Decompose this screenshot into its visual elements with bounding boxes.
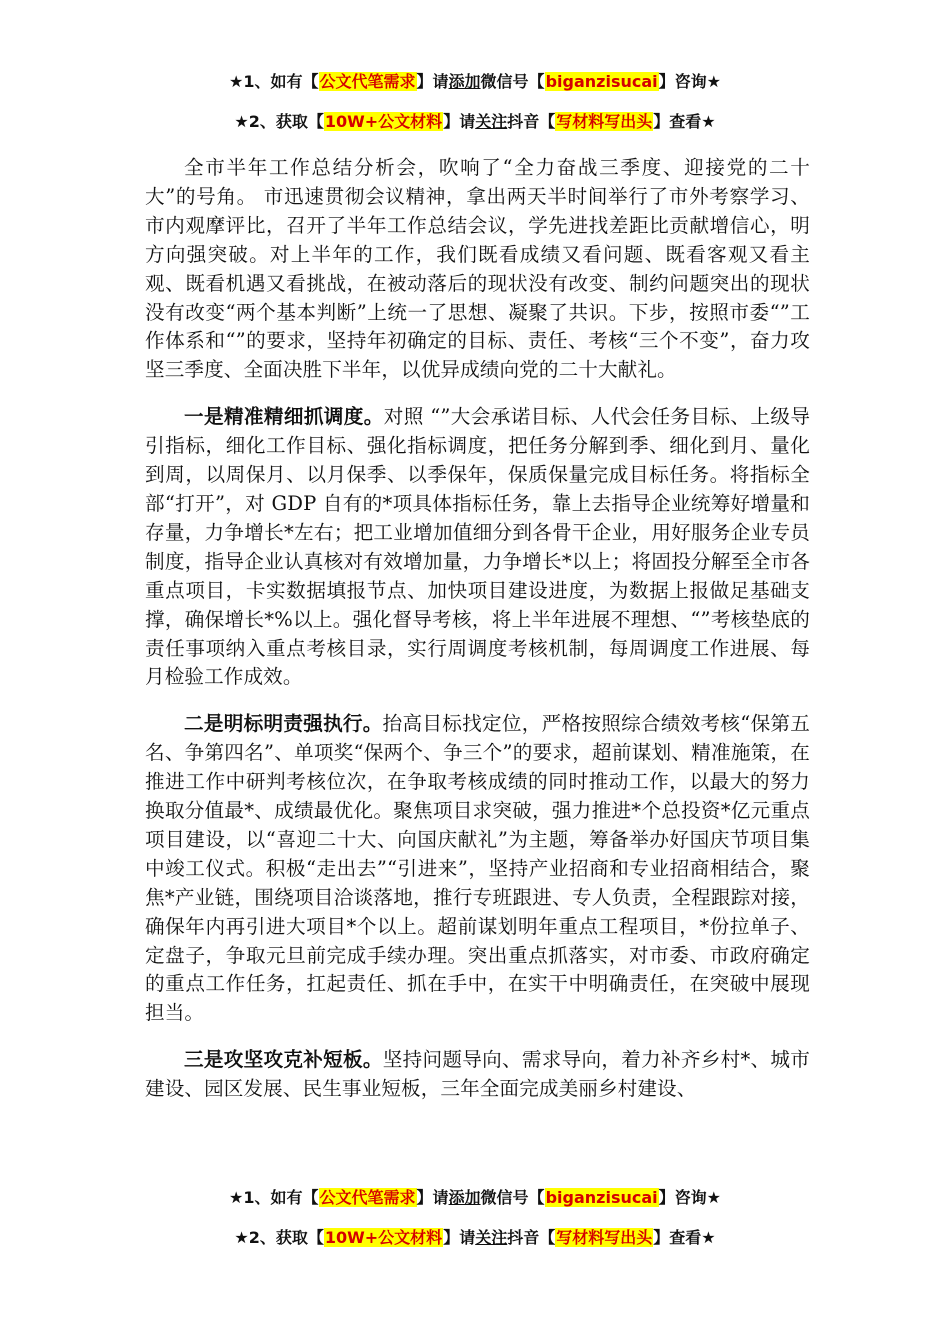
banner-text: 】查看★: [653, 112, 716, 131]
banner-text: ★1、如有【: [229, 1188, 319, 1207]
paragraph-text: 坚持问题导向、需求导向，着力补齐乡村*、城市建设、园区发展、民生事业短板，三年全面完成美丽乡村建设、: [145, 1048, 811, 1101]
paragraph-intro: [145, 154, 810, 385]
paragraph-point-1: [145, 403, 810, 692]
banner-underlined-text: 添加: [448, 1188, 481, 1207]
banner-underlined-text: 关注: [475, 1228, 508, 1247]
banner-text: 】咨询★: [658, 1188, 721, 1207]
paragraph-text: 抬高目标找定位，严格按照综合绩效考核“保第五名、争第四名”、单项奖“保两个、争三个”的要求，超前谋划、精准施策，在推进工作中研判考核位次，在争取考核成绩的同时推动工作，以最大的努力换取分值最*、成绩最优化。聚焦项目求突破，强力推进*个总投资*亿元重点项目建设，以“喜迎二十大、向国庆献礼”为主题，筹备举办好国庆节项目集中竣工仪式。积极“走出去”“引进来”，坚持产业招商和专业招商相结合，聚焦*产业链，围绕项目洽谈落地，推行专班跟进、专人负责，全程跟踪对接，确保年内再引进大项目*个以上。超前谋划明年重点工程项目，*份拉单子、定盘子，争取元旦前完成手续办理。突出重点抓落实，对市委、市政府确定的重点工作任务，扛起责任、抓在手中，在实干中明确责任，在突破中展现担当。: [145, 712, 810, 1025]
paragraph-lead-heading: 一是精准精细抓调度。: [184, 405, 384, 429]
banner-text: 微信号【: [480, 1188, 545, 1207]
promo-banner-top-line2: [0, 110, 950, 134]
banner-underlined-text: 添加: [448, 72, 481, 91]
paragraph-lead-heading: 三是攻坚攻克补短板。: [184, 1048, 383, 1072]
banner-wechat-id: biganzisucai: [545, 72, 658, 91]
banner-text: 】请: [416, 1188, 449, 1207]
banner-text: 微信号【: [480, 72, 545, 91]
banner-text: ★2、获取【: [234, 1228, 324, 1247]
banner-text: ★2、获取【: [234, 112, 324, 131]
banner-text: 】请: [443, 112, 476, 131]
banner-text: 】咨询★: [658, 72, 721, 91]
banner-highlight: 公文代笔需求: [319, 1188, 416, 1207]
promo-banner-bottom-line2: [0, 1226, 950, 1250]
banner-text: 抖音【: [507, 1228, 556, 1247]
banner-text: 抖音【: [507, 112, 556, 131]
banner-underlined-text: 关注: [475, 112, 508, 131]
paragraph-text: 对照 “”大会承诺目标、人代会任务目标、上级导引指标，细化工作目标、强化指标调度，把任务分解到季、细化到月、量化到周，以周保月、以月保季、以季保年，保质保量完成目标任务。将指标全部“打开”，对 GDP 自有的*项具体指标任务，靠上去指导企业统筹好增量和存量，力争增长*左右；把工业增加值细分到各骨干企业，用好服务企业专员制度，指导企业认真核对有效增加量，力争增长*以上；将固投分解至全市各重点项目，卡实数据填报节点、加快项目建设进度，为数据上报做足基础支撑，确保增长*%以上。强化督导考核，将上半年进展不理想、“”考核垫底的责任事项纳入重点考核目录，实行周调度考核机制，每周调度工作进展、每月检验工作成效。: [145, 405, 811, 689]
banner-douyin-account: 写材料写出头: [556, 112, 653, 131]
paragraph-text: 全市半年工作总结分析会，吹响了“全力奋战三季度、迎接党的二十大”的号角。 市迅速贯彻会议精神，拿出两天半时间举行了市外考察学习、市内观摩评比，召开了半年工作总结会议，学先进找差距比贡献增信心，明方向强突破。对上半年的工作，我们既看成绩又看问题、既看客观又看主观、既看机遇又看挑战，在被动落后的现状没有改变、制约问题突出的现状没有改变“两个基本判断”上统一了思想、凝聚了共识。下步，按照市委“”工作体系和“”的要求，坚持年初确定的目标、责任、考核“三个不变”，奋力攻坚三季度、全面决胜下半年，以优异成绩向党的二十大献礼。: [145, 156, 810, 382]
paragraph-point-2: [145, 710, 810, 1028]
banner-wechat-id: biganzisucai: [545, 1188, 658, 1207]
banner-text: ★1、如有【: [229, 72, 319, 91]
paragraph-lead-heading: 二是明标明责强执行。: [184, 712, 383, 736]
promo-banner-top-line1: [0, 70, 950, 94]
promo-banner-bottom-line1: [0, 1186, 950, 1210]
banner-douyin-account: 写材料写出头: [556, 1228, 653, 1247]
banner-highlight: 10W+公文材料: [324, 112, 443, 131]
banner-highlight: 公文代笔需求: [319, 72, 416, 91]
document-body: [145, 154, 810, 1104]
banner-text: 】查看★: [653, 1228, 716, 1247]
banner-text: 】请: [443, 1228, 476, 1247]
banner-text: 】请: [416, 72, 449, 91]
paragraph-point-3: [145, 1046, 810, 1104]
banner-highlight: 10W+公文材料: [324, 1228, 443, 1247]
